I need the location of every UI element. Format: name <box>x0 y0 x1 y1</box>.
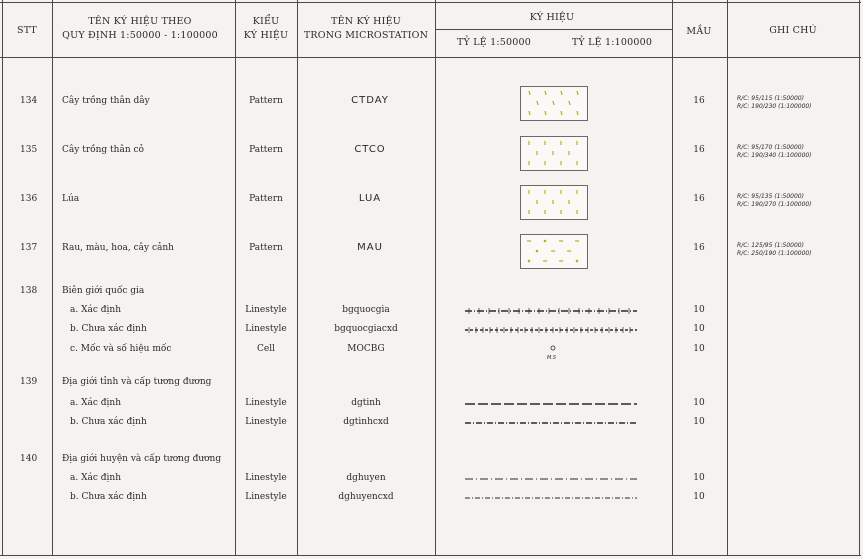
pattern-mark <box>577 111 578 115</box>
item-ms-code: dgtinh <box>351 398 381 408</box>
item-ms-code: dgtinhcxd <box>343 417 389 427</box>
item-type: Linestyle <box>245 417 287 427</box>
item-type: Linestyle <box>245 492 287 502</box>
row-stt: 134 <box>20 96 38 106</box>
row-note-50000: R/C: 95/135 (1:50000) <box>737 193 804 200</box>
item-ms-code: bgquocgia <box>342 305 390 315</box>
row-color: 16 <box>693 145 705 155</box>
item-color: 10 <box>693 344 705 354</box>
header-ms-sub: TRONG MICROSTATION <box>303 30 429 41</box>
grid-line <box>727 0 728 556</box>
item-name: a. Xác định <box>70 473 121 483</box>
pattern-mark <box>545 111 546 115</box>
header-scale-100000: TỶ LỆ 1:100000 <box>571 37 653 48</box>
row-ms-code: LUA <box>358 193 382 204</box>
linestyle-sample <box>465 492 645 504</box>
pattern-marks <box>521 87 587 120</box>
pattern-symbol-box <box>520 234 588 269</box>
row-type: Pattern <box>249 243 283 253</box>
linestyle-sample <box>465 324 645 336</box>
pattern-mark <box>569 101 570 105</box>
row-type: Pattern <box>249 145 283 155</box>
item-type: Linestyle <box>245 473 287 483</box>
pattern-mark <box>576 260 579 263</box>
pattern-symbol-box <box>520 185 588 220</box>
linestyle-sample <box>465 305 645 317</box>
pattern-mark <box>529 111 530 115</box>
item-ms-code: dghuyencxd <box>338 492 394 502</box>
row-name: Lúa <box>62 194 80 204</box>
item-type: Linestyle <box>245 305 287 315</box>
pattern-mark <box>529 91 530 95</box>
pattern-marks <box>521 137 587 170</box>
item-ms-code: bgquocgiacxd <box>334 324 398 334</box>
item-name: b. Chưa xác định <box>70 492 147 502</box>
pattern-mark <box>545 91 546 95</box>
pattern-mark <box>537 101 538 105</box>
item-color: 10 <box>693 398 705 408</box>
pattern-mark <box>536 250 539 253</box>
row-note-100000: R/C: 190/230 (1:100000) <box>737 103 812 110</box>
grid-line <box>2 0 3 556</box>
row-name: Cây trồng thân cỏ <box>62 145 144 155</box>
header-name: TÊN KÝ HIỆU THEO <box>88 16 192 27</box>
item-name: b. Chưa xác định <box>70 324 147 334</box>
item-color: 10 <box>693 305 705 315</box>
header-stt: STT <box>17 25 37 36</box>
group-title: Biên giới quốc gia <box>62 286 145 296</box>
grid-line <box>235 0 236 556</box>
grid-line <box>0 2 861 3</box>
header-color: MẦU <box>686 26 712 37</box>
row-type: Pattern <box>249 194 283 204</box>
marker-label: M.S <box>547 355 557 361</box>
row-note-100000: R/C: 190/340 (1:100000) <box>737 152 812 159</box>
pattern-marks <box>521 186 587 219</box>
grid-line <box>297 0 298 556</box>
pattern-mark <box>544 240 547 243</box>
pattern-symbol-box <box>520 136 588 171</box>
grid-line <box>0 555 861 556</box>
row-ms-code: CTDAY <box>351 95 389 106</box>
row-note-50000: R/C: 95/170 (1:50000) <box>737 144 804 151</box>
item-ms-code: dghuyen <box>346 473 386 483</box>
group-stt: 139 <box>20 377 38 387</box>
pattern-mark <box>561 91 562 95</box>
pattern-marks <box>521 235 587 268</box>
pattern-mark <box>577 91 578 95</box>
linestyle-sample <box>465 473 645 485</box>
item-type: Cell <box>257 344 275 354</box>
item-type: Linestyle <box>245 324 287 334</box>
row-type: Pattern <box>249 96 283 106</box>
item-name: a. Xác định <box>70 305 121 315</box>
grid-line <box>52 0 53 556</box>
row-name: Cây trồng thân dây <box>62 96 150 106</box>
grid-line <box>435 0 436 556</box>
row-stt: 136 <box>20 194 38 204</box>
pattern-symbol-box <box>520 86 588 121</box>
pattern-mark <box>561 111 562 115</box>
row-ms-code: MAU <box>357 242 383 253</box>
item-color: 10 <box>693 492 705 502</box>
row-color: 16 <box>693 243 705 253</box>
pattern-mark <box>553 101 554 105</box>
item-name: c. Mốc và số hiệu mốc <box>70 344 172 354</box>
grid-line <box>859 0 860 556</box>
header-type-sub: KÝ HIỆU <box>243 30 289 41</box>
grid-line <box>0 57 861 58</box>
item-color: 10 <box>693 324 705 334</box>
group-title: Địa giới huyện và cấp tương đương <box>62 454 222 464</box>
row-stt: 135 <box>20 145 38 155</box>
grid-line <box>435 29 672 30</box>
header-type: KIỂU <box>252 16 280 27</box>
item-name: b. Chưa xác định <box>70 417 147 427</box>
item-ms-code: MOCBG <box>347 344 385 354</box>
row-ms-code: CTCO <box>354 144 386 155</box>
header-ms: TÊN KÝ HIỆU <box>331 16 401 27</box>
linestyle-sample <box>465 398 645 410</box>
header-note: GHI CHÚ <box>769 25 817 36</box>
row-note-50000: R/C: 95/115 (1:50000) <box>737 95 804 102</box>
group-stt: 138 <box>20 286 38 296</box>
group-stt: 140 <box>20 454 38 464</box>
row-color: 16 <box>693 96 705 106</box>
marker-circle <box>551 346 555 350</box>
item-type: Linestyle <box>245 398 287 408</box>
grid-line <box>672 0 673 556</box>
header-name-sub: QUY ĐỊNH 1:50000 - 1:100000 <box>62 30 218 41</box>
header-symbol: KÝ HIỆU <box>529 12 575 23</box>
row-note-100000: R/C: 190/270 (1:100000) <box>737 201 812 208</box>
item-color: 10 <box>693 417 705 427</box>
pattern-mark <box>528 260 531 263</box>
item-name: a. Xác định <box>70 398 121 408</box>
linestyle-sample <box>465 417 645 429</box>
item-color: 10 <box>693 473 705 483</box>
row-note-50000: R/C: 125/95 (1:50000) <box>737 242 804 249</box>
row-color: 16 <box>693 194 705 204</box>
row-note-100000: R/C: 250/190 (1:100000) <box>737 250 812 257</box>
group-title: Địa giới tỉnh và cấp tương đương <box>62 377 212 387</box>
row-stt: 137 <box>20 243 38 253</box>
header-scale-50000: TỶ LỆ 1:50000 <box>457 37 531 48</box>
row-name: Rau, màu, hoa, cây cảnh <box>62 243 174 253</box>
